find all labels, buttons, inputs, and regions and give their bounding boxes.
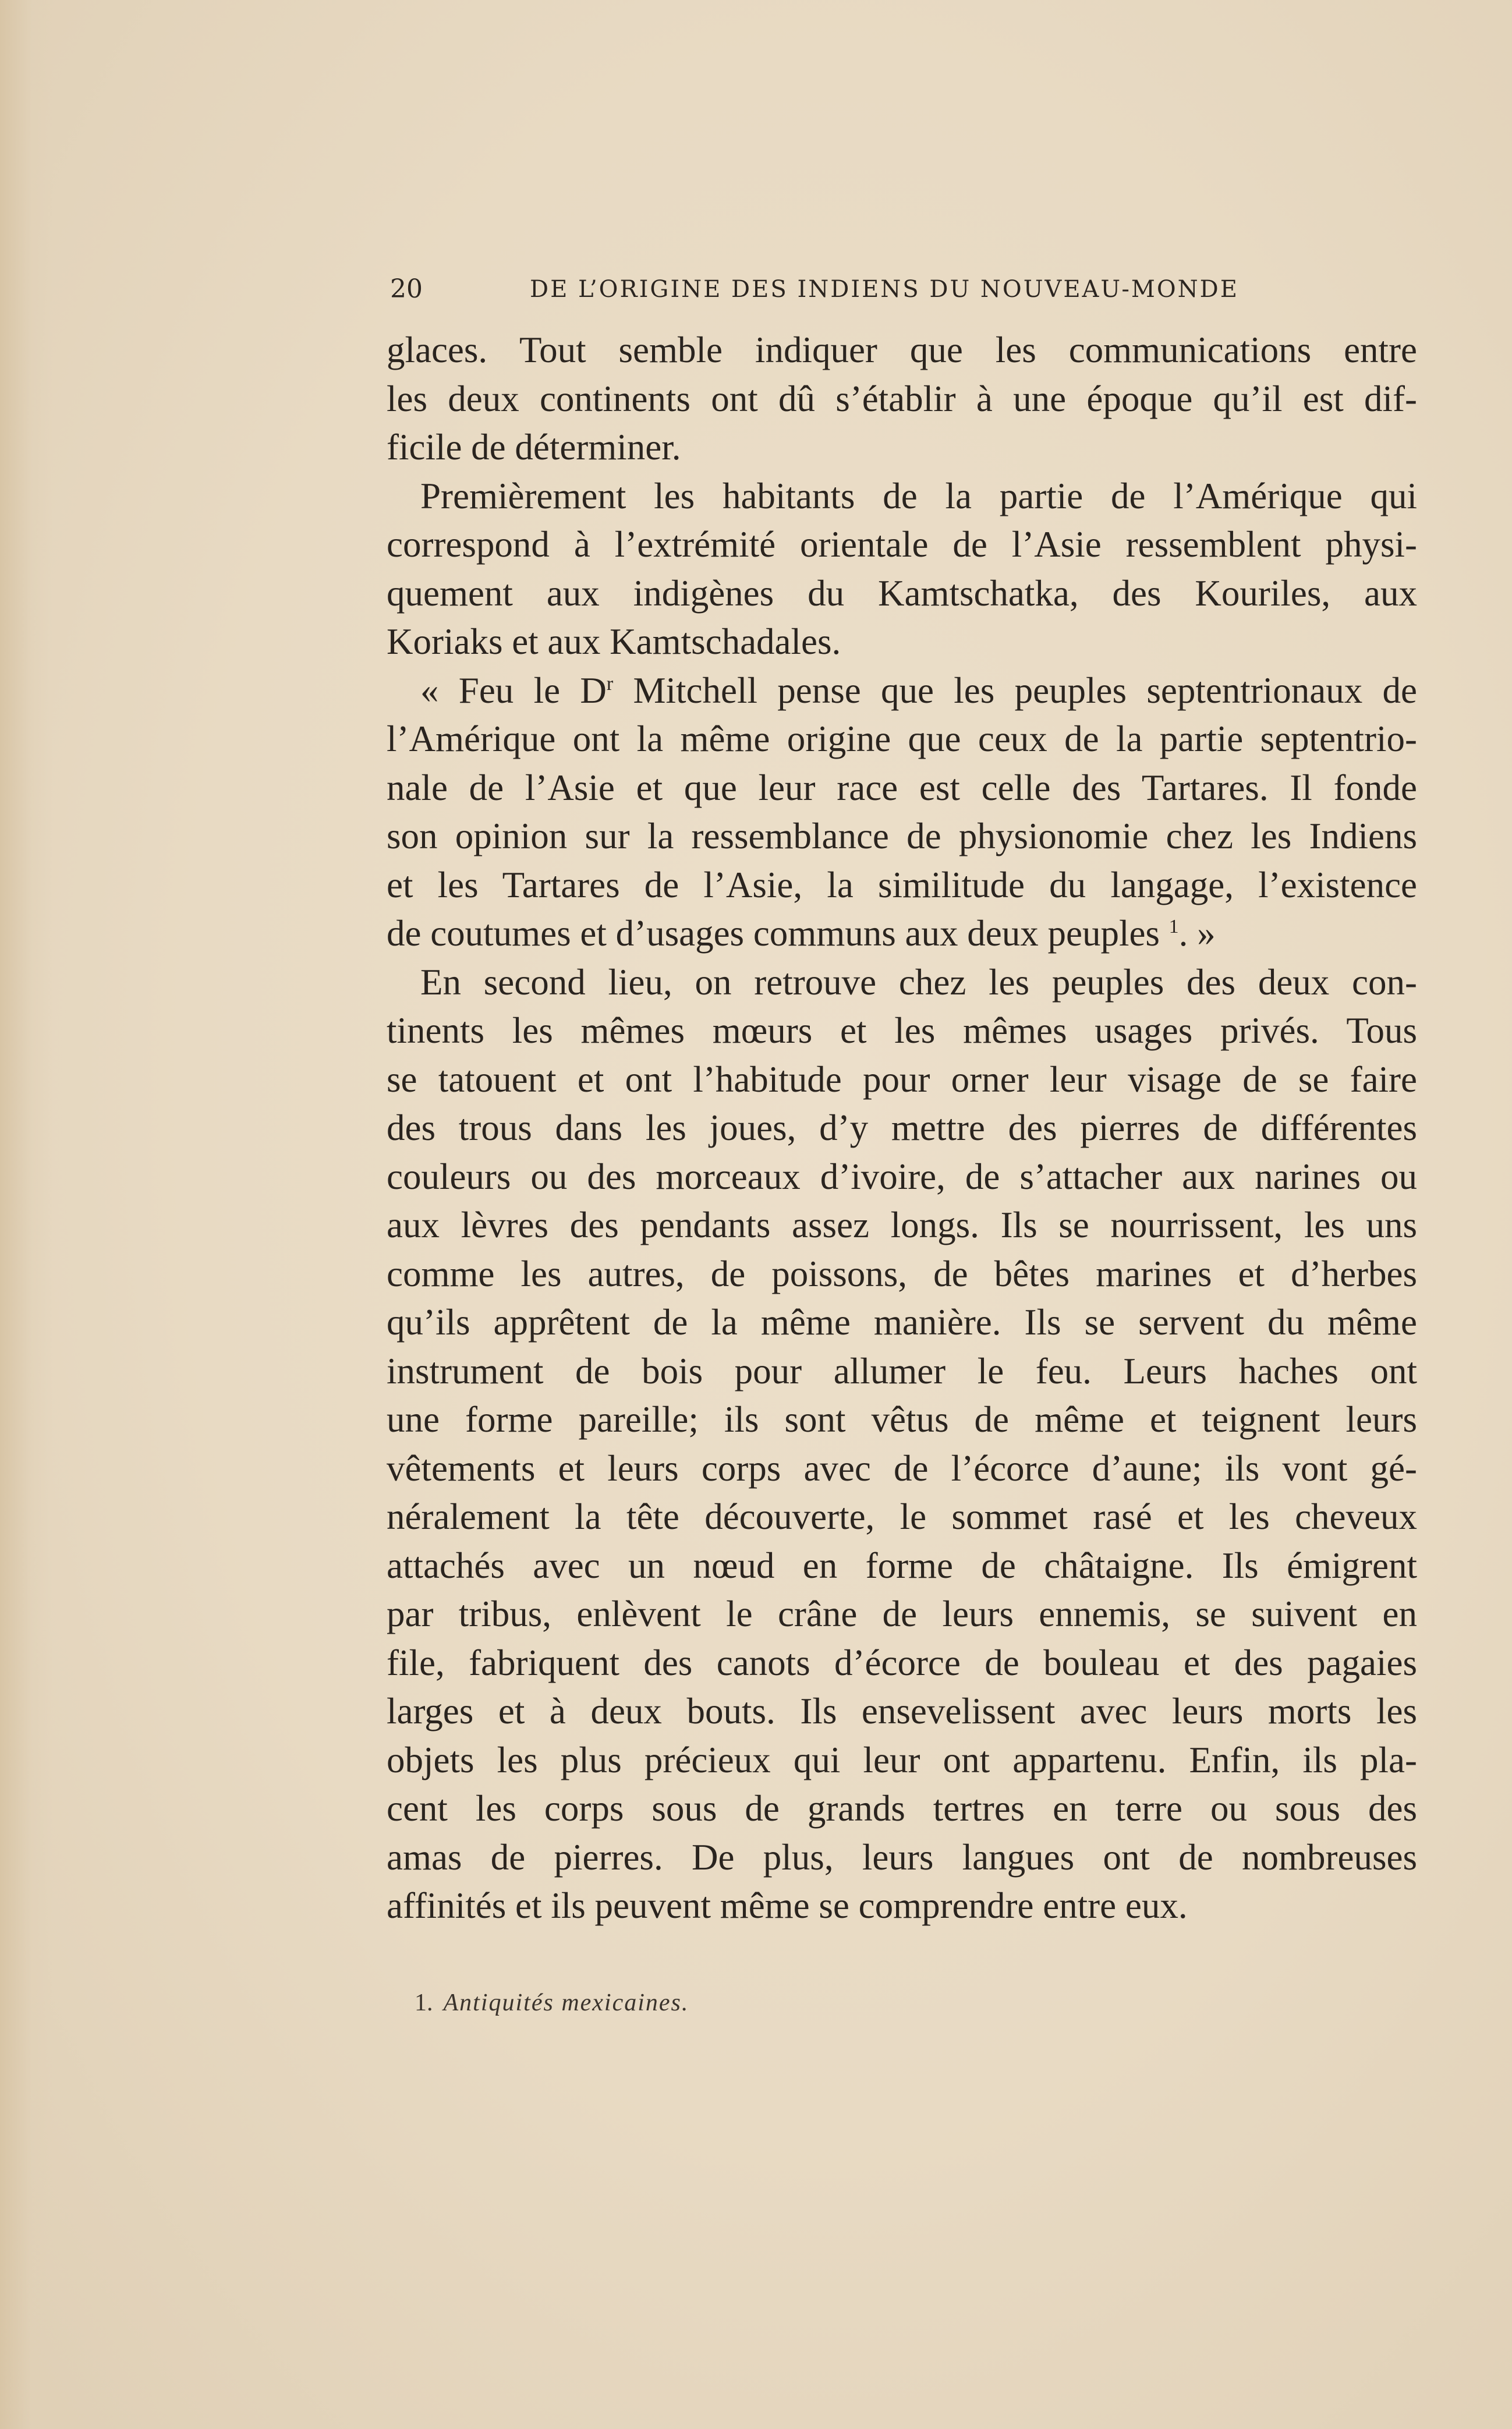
page-edge-shading	[0, 0, 52, 2429]
text-line-with-superscript	[387, 667, 1417, 716]
text-line: l’Amérique ont la même origine que ceux de la partie septentrio-	[387, 718, 1417, 759]
text-line: Koriaks et aux Kamtschadales.	[387, 621, 841, 662]
footnote-text: Antiquités mexicaines.	[443, 1989, 689, 2016]
text-segment: Mitchell pense que les peuples septentrionaux de	[613, 670, 1417, 711]
page-number: 20	[390, 274, 423, 304]
running-head-title: DE L’ORIGINE DES INDIENS DU NOUVEAU-MONDE	[530, 276, 1239, 303]
text-segment: « Feu le D	[420, 670, 607, 711]
text-line: attachés avec un nœud en forme de châtaigne. Ils émigrent	[387, 1545, 1417, 1586]
text-line: glaces. Tout semble indiquer que les communications entre	[387, 330, 1417, 370]
text-line: aux lèvres des pendants assez longs. Ils se nourrissent, les uns	[387, 1205, 1417, 1245]
text-line: objets les plus précieux qui leur ont appartenu. Enfin, ils pla-	[387, 1739, 1417, 1780]
text-line: correspond à l’extrémité orientale de l’Asie ressemblent physi-	[387, 524, 1417, 565]
text-line: se tatouent et ont l’habitude pour orner leur visage de se faire	[387, 1058, 1417, 1100]
text-segment: de coutumes et d’usages communs aux deux peuples	[387, 913, 1160, 954]
footnote-reference: 1	[1168, 916, 1179, 937]
text-line: nale de l’Asie et que leur race est celle des Tartares. Il fonde	[387, 767, 1417, 808]
text-line: qu’ils apprêtent de la même manière. Ils se servent du même	[387, 1302, 1417, 1343]
text-line: couleurs ou des morceaux d’ivoire, de s’attacher aux narines ou	[387, 1156, 1417, 1197]
running-head	[390, 269, 1269, 310]
text-line: Premièrement les habitants de la partie de l’Amérique qui	[420, 475, 1417, 516]
footnote-number: 1.	[415, 1989, 433, 2016]
footnote	[415, 1985, 1113, 2020]
text-line: tinents les mêmes mœurs et les mêmes usages privés. Tous	[387, 1010, 1417, 1051]
text-line-with-footnote-ref	[387, 909, 1417, 958]
text-segment: . »	[1178, 913, 1216, 954]
text-line: file, fabriquent des canots d’écorce de bouleau et des pagaies	[387, 1642, 1417, 1683]
text-line: son opinion sur la ressemblance de physionomie chez les Indiens	[387, 816, 1417, 856]
text-line: cent les corps sous de grands tertres en terre ou sous des	[387, 1788, 1417, 1829]
text-line: néralement la tête découverte, le sommet rasé et les cheveux	[387, 1496, 1417, 1537]
text-line: amas de pierres. De plus, leurs langues ont de nombreuses	[387, 1836, 1417, 1878]
text-line: quement aux indigènes du Kamtschatka, des Kouriles, aux	[387, 572, 1417, 614]
text-line: affinités et ils peuvent même se comprendre entre eux.	[387, 1885, 1188, 1926]
text-line: instrument de bois pour allumer le feu. Leurs haches ont	[387, 1350, 1417, 1391]
superscript: r	[606, 672, 614, 695]
text-line: et les Tartares de l’Asie, la similitude du langage, l’existence	[387, 864, 1417, 905]
text-line: des trous dans les joues, d’y mettre des pierres de différentes	[387, 1107, 1417, 1148]
text-line: les deux continents ont dû s’établir à une époque qu’il est dif-	[387, 378, 1417, 419]
body-text	[387, 326, 1417, 1931]
text-line: En second lieu, on retrouve chez les peuples des deux con-	[420, 961, 1417, 1003]
text-line: ficile de déterminer.	[387, 427, 681, 468]
text-line: par tribus, enlèvent le crâne de leurs ennemis, se suivent en	[387, 1594, 1417, 1634]
text-line: une forme pareille; ils sont vêtus de même et teignent leurs	[387, 1399, 1417, 1440]
text-line: larges et à deux bouts. Ils ensevelissent avec leurs morts les	[387, 1691, 1417, 1732]
text-line: vêtements et leurs corps avec de l’écorce d’aune; ils vont gé-	[387, 1447, 1417, 1489]
text-line: comme les autres, de poissons, de bêtes marines et d’herbes	[387, 1253, 1417, 1294]
